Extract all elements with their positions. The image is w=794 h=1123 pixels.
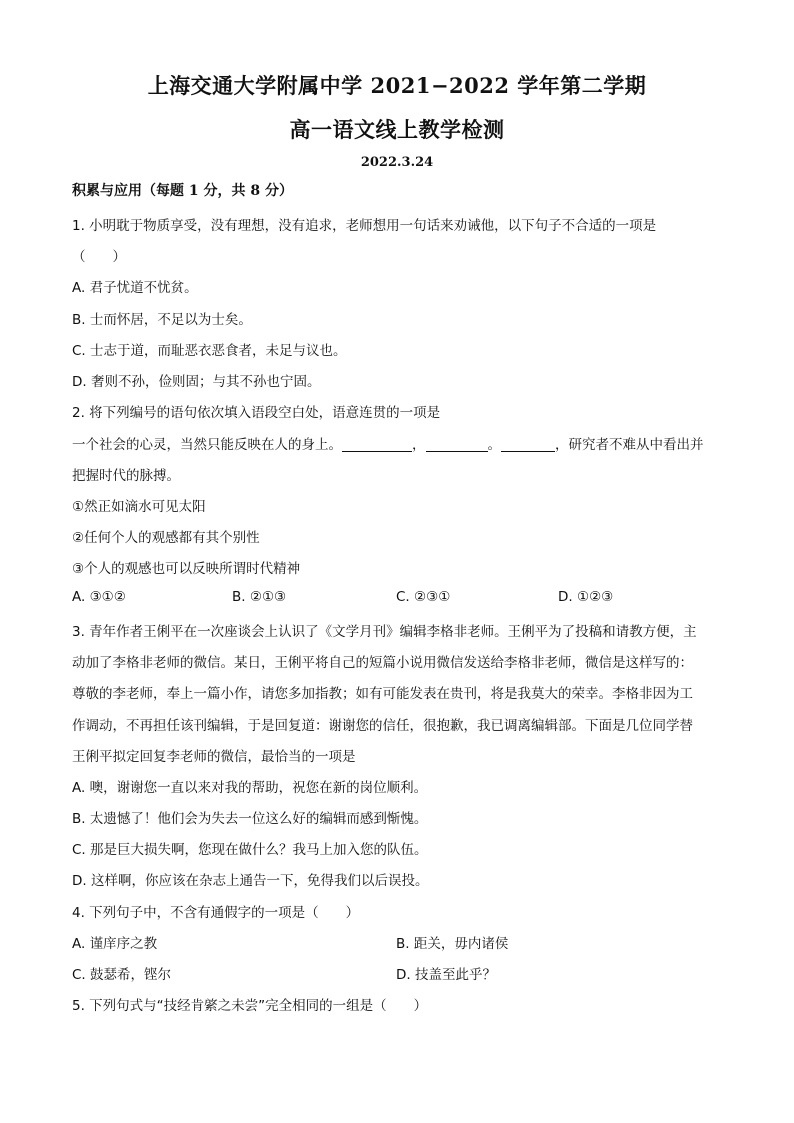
blank-1 [342,437,412,452]
q3-line-5: 王俐平拟定回复李老师的微信，最恰当的一项是 [72,749,356,765]
blank-2 [426,437,488,452]
q5-stem: 5. 下列句式与“技经肯綮之未尝”完全相同的一组是（ ） [72,998,428,1014]
q2-option-a: A. ③①② [72,589,126,605]
q2-sep1: ， [412,437,426,453]
q3-option-b: B. 太遗憾了！他们会为失去一位这么好的编辑而感到惭愧。 [72,811,428,827]
q2-item-2: ②任何个人的观感都有其个别性 [72,530,260,546]
q2-passage-part2: ，研究者不难从中看出并 [555,437,704,453]
q2-item-1: ①然正如滴水可见太阳 [72,499,206,515]
q4-option-a: A. 谨庠序之教 [72,936,158,952]
exam-date: 2022.3.24 [360,155,434,170]
q3-line-2: 动加了李格非老师的微信。某日，王俐平将自己的短篇小说用微信发送给李格非老师，微信是这样写的： [72,655,693,671]
q2-option-c: C. ②③① [396,589,451,605]
exam-title: 上海交通大学附属中学 2021−2022 学年第二学期 [147,73,647,98]
section-heading: 积累与应用（每题 1 分，共 8 分） [72,183,293,199]
q2-passage-part1: 一个社会的心灵，当然只能反映在人的身上。 [72,437,342,453]
q1-option-d: D. 奢则不孙，俭则固；与其不孙也宁固。 [72,374,321,390]
q3-line-4: 作调动，不再担任该刊编辑，于是回复道：谢谢您的信任，很抱歉，我已调离编辑部。下面是几位同学替 [72,718,693,734]
q2-passage [72,433,704,453]
q2-passage-line2: 把握时代的脉搏。 [72,468,180,484]
q1-stem-paren: （ ） [72,249,126,265]
q4-option-c: C. 鼓瑟希，铿尔 [72,967,172,983]
q2-option-b: B. ②①③ [232,589,287,605]
q2-item-3: ③个人的观感也可以反映所谓时代精神 [72,561,301,577]
q2-option-d: D. ①②③ [558,589,614,605]
q1-stem: 1. 小明耽于物质享受，没有理想，没有追求，老师想用一句话来劝诫他，以下句子不合适的一项是 [72,218,657,234]
q2-stem: 2. 将下列编号的语句依次填入语段空白处，语意连贯的一项是 [72,405,441,421]
q3-option-a: A. 噢，谢谢您一直以来对我的帮助，祝您在新的岗位顺利。 [72,780,428,796]
q3-line-3: 尊敬的李老师，奉上一篇小作，请您多加指教；如有可能发表在贵刊，将是我莫大的荣幸。李格非因为工 [72,686,693,702]
q1-option-a: A. 君子忧道不忧贫。 [72,280,198,296]
exam-subtitle: 高一语文线上教学检测 [289,117,505,142]
q4-stem: 4. 下列句子中，不含有通假字的一项是（ ） [72,905,360,921]
q3-option-d: D. 这样啊，你应该在杂志上通告一下，免得我们以后误投。 [72,873,429,889]
q1-option-c: C. 士志于道，而耻恶衣恶食者，未足与议也。 [72,343,347,359]
q3-line-1: 3. 青年作者王俐平在一次座谈会上认识了《文学月刊》编辑李格非老师。王俐平为了投稿和请教方便，主 [72,624,697,640]
q1-option-b: B. 士而怀居，不足以为士矣。 [72,312,252,328]
blank-3 [501,437,555,452]
q2-sep2: 。 [487,437,501,453]
q3-option-c: C. 那是巨大损失啊，您现在做什么？我马上加入您的队伍。 [72,842,428,858]
q4-option-b: B. 距关，毋内诸侯 [396,936,509,952]
q4-option-d: D. 技盖至此乎？ [396,967,496,983]
